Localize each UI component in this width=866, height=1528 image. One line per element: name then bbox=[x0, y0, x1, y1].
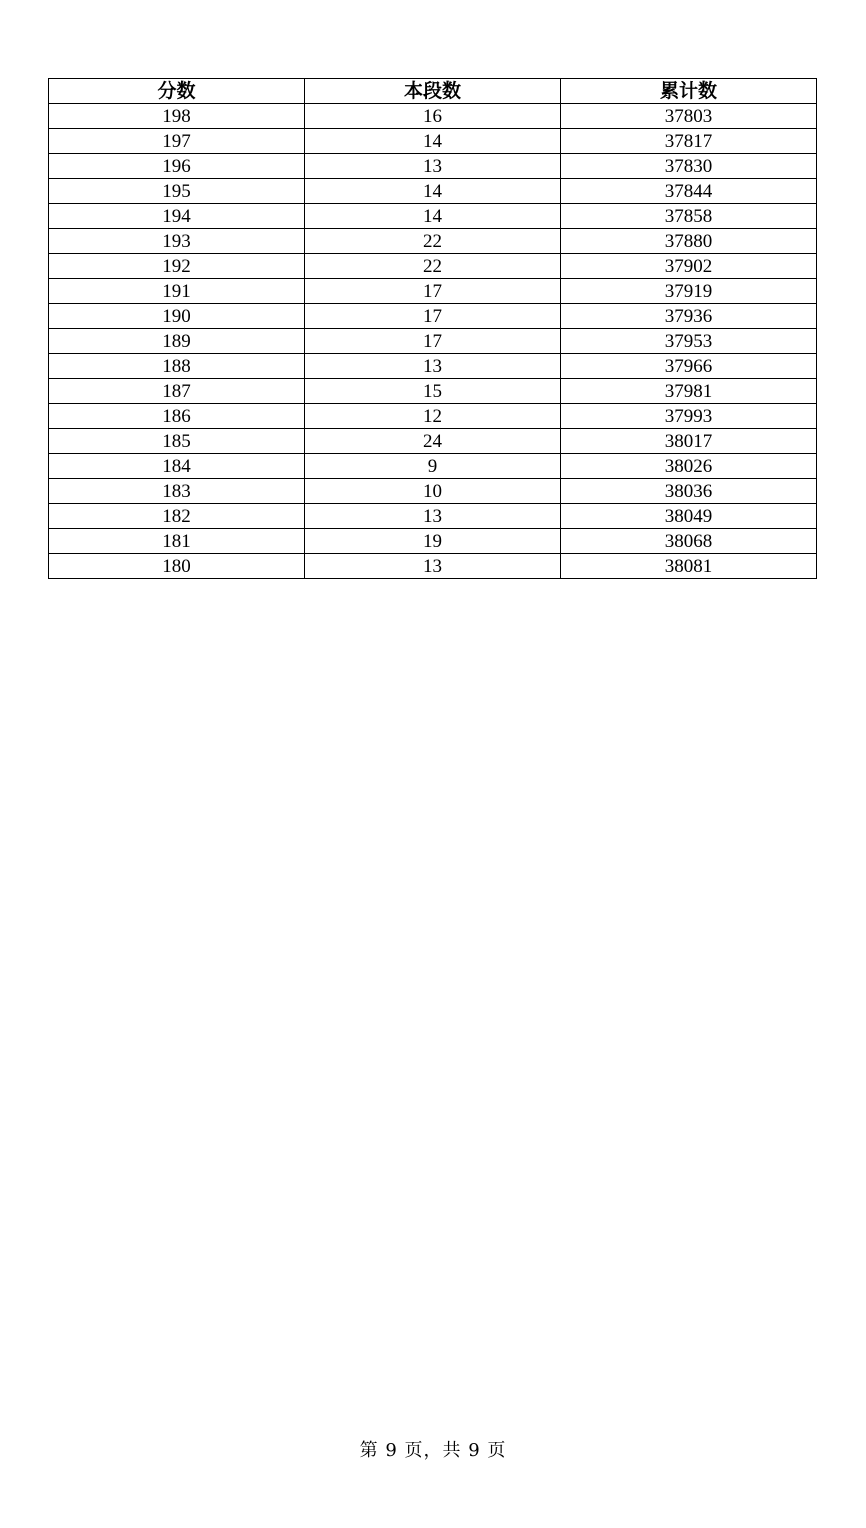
table-row bbox=[49, 304, 817, 329]
cell-score: 193 bbox=[49, 229, 305, 254]
table-row bbox=[49, 504, 817, 529]
table-row bbox=[49, 404, 817, 429]
cell-score: 198 bbox=[49, 104, 305, 129]
cell-segment-count: 13 bbox=[305, 504, 561, 529]
table-row bbox=[49, 129, 817, 154]
cell-cumulative-count: 38017 bbox=[561, 429, 817, 454]
table-row bbox=[49, 229, 817, 254]
cell-segment-count: 17 bbox=[305, 279, 561, 304]
header-score: 分数 bbox=[49, 79, 305, 104]
cell-segment-count: 12 bbox=[305, 404, 561, 429]
cell-score: 180 bbox=[49, 554, 305, 579]
table-row bbox=[49, 454, 817, 479]
cell-cumulative-count: 38036 bbox=[561, 479, 817, 504]
cell-cumulative-count: 37993 bbox=[561, 404, 817, 429]
cell-segment-count: 9 bbox=[305, 454, 561, 479]
table-row bbox=[49, 279, 817, 304]
cell-segment-count: 22 bbox=[305, 254, 561, 279]
cell-score: 191 bbox=[49, 279, 305, 304]
cell-segment-count: 14 bbox=[305, 204, 561, 229]
cell-cumulative-count: 38081 bbox=[561, 554, 817, 579]
cell-segment-count: 22 bbox=[305, 229, 561, 254]
cell-segment-count: 17 bbox=[305, 304, 561, 329]
cell-score: 197 bbox=[49, 129, 305, 154]
cell-score: 182 bbox=[49, 504, 305, 529]
header-cumulative-count: 累计数 bbox=[561, 79, 817, 104]
table-row bbox=[49, 104, 817, 129]
cell-score: 184 bbox=[49, 454, 305, 479]
cell-cumulative-count: 37830 bbox=[561, 154, 817, 179]
cell-cumulative-count: 37880 bbox=[561, 229, 817, 254]
cell-score: 186 bbox=[49, 404, 305, 429]
table-header-row bbox=[49, 79, 817, 104]
cell-segment-count: 16 bbox=[305, 104, 561, 129]
cell-segment-count: 17 bbox=[305, 329, 561, 354]
cell-score: 192 bbox=[49, 254, 305, 279]
table-row bbox=[49, 204, 817, 229]
cell-score: 195 bbox=[49, 179, 305, 204]
cell-segment-count: 10 bbox=[305, 479, 561, 504]
cell-score: 185 bbox=[49, 429, 305, 454]
score-distribution-table bbox=[48, 78, 817, 579]
table-row bbox=[49, 154, 817, 179]
cell-cumulative-count: 37858 bbox=[561, 204, 817, 229]
table-row bbox=[49, 529, 817, 554]
cell-score: 187 bbox=[49, 379, 305, 404]
cell-cumulative-count: 37936 bbox=[561, 304, 817, 329]
cell-score: 194 bbox=[49, 204, 305, 229]
cell-cumulative-count: 37817 bbox=[561, 129, 817, 154]
table-row bbox=[49, 354, 817, 379]
cell-cumulative-count: 37981 bbox=[561, 379, 817, 404]
header-segment-count: 本段数 bbox=[305, 79, 561, 104]
table-row bbox=[49, 554, 817, 579]
cell-segment-count: 13 bbox=[305, 354, 561, 379]
cell-cumulative-count: 37902 bbox=[561, 254, 817, 279]
table-row bbox=[49, 254, 817, 279]
cell-segment-count: 13 bbox=[305, 554, 561, 579]
cell-segment-count: 14 bbox=[305, 129, 561, 154]
cell-cumulative-count: 37803 bbox=[561, 104, 817, 129]
cell-score: 190 bbox=[49, 304, 305, 329]
cell-cumulative-count: 37953 bbox=[561, 329, 817, 354]
cell-cumulative-count: 38026 bbox=[561, 454, 817, 479]
cell-score: 196 bbox=[49, 154, 305, 179]
table-row bbox=[49, 479, 817, 504]
table-row bbox=[49, 179, 817, 204]
cell-score: 188 bbox=[49, 354, 305, 379]
cell-segment-count: 13 bbox=[305, 154, 561, 179]
cell-segment-count: 15 bbox=[305, 379, 561, 404]
cell-cumulative-count: 37844 bbox=[561, 179, 817, 204]
cell-score: 183 bbox=[49, 479, 305, 504]
cell-cumulative-count: 37919 bbox=[561, 279, 817, 304]
page-footer: 第 9 页，共 9 页 bbox=[359, 1440, 507, 1461]
cell-score: 189 bbox=[49, 329, 305, 354]
table-body bbox=[49, 104, 817, 579]
cell-segment-count: 14 bbox=[305, 179, 561, 204]
table-row bbox=[49, 379, 817, 404]
cell-segment-count: 19 bbox=[305, 529, 561, 554]
table-row bbox=[49, 429, 817, 454]
cell-cumulative-count: 38068 bbox=[561, 529, 817, 554]
cell-segment-count: 24 bbox=[305, 429, 561, 454]
table-row bbox=[49, 329, 817, 354]
cell-cumulative-count: 38049 bbox=[561, 504, 817, 529]
cell-cumulative-count: 37966 bbox=[561, 354, 817, 379]
cell-score: 181 bbox=[49, 529, 305, 554]
